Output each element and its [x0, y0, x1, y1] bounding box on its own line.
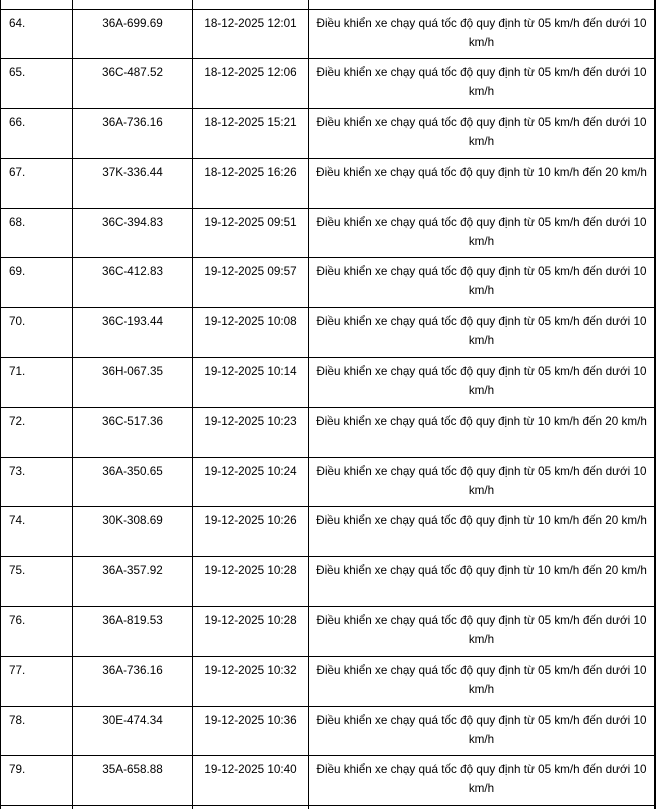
row-number-cell: 65.	[1, 59, 73, 108]
row-number-cell: 71.	[1, 358, 73, 407]
table-row	[1, 657, 654, 707]
violation-datetime-cell: 19-12-2025 10:40	[193, 756, 309, 805]
table-row	[1, 109, 654, 159]
row-number-cell: 70.	[1, 308, 73, 357]
license-plate-cell: 36A-699.69	[73, 10, 193, 59]
table-row	[1, 557, 654, 607]
violation-description-cell: Điều khiển xe chạy quá tốc độ quy định từ 05 km/h đến dưới 10 km/h	[316, 763, 647, 796]
table-row	[1, 258, 654, 308]
license-plate-cell: 36C-394.83	[73, 209, 193, 258]
row-number-cell: 68.	[1, 209, 73, 258]
violation-description-cell: Điều khiển xe chạy quá tốc độ quy định từ 10 km/h đến 20 km/h	[316, 165, 647, 179]
license-plate-cell: 36H-067.35	[73, 358, 193, 407]
violation-description-cell: Điều khiển xe chạy quá tốc độ quy định từ 05 km/h đến dưới 10 km/h	[316, 713, 647, 746]
table-row	[1, 159, 654, 209]
violation-datetime-cell: 19-12-2025 10:28	[193, 607, 309, 656]
license-plate-cell: 36A-357.92	[73, 557, 193, 606]
license-plate-cell: 30E-474.34	[73, 707, 193, 756]
table-row	[1, 408, 654, 458]
row-number-cell	[1, 0, 73, 9]
violation-datetime-cell: 19-12-2025 10:26	[193, 507, 309, 556]
row-number-cell: 79.	[1, 756, 73, 805]
row-number-cell: 74.	[1, 507, 73, 556]
violation-datetime-cell: 19-12-2025 10:28	[193, 557, 309, 606]
row-number-cell: 77.	[1, 657, 73, 706]
violation-datetime-cell: 19-12-2025 09:57	[193, 258, 309, 307]
table-row	[1, 10, 654, 60]
table-row	[1, 308, 654, 358]
table-row	[1, 707, 654, 757]
row-number-cell: 72.	[1, 408, 73, 457]
violation-description-cell: Điều khiển xe chạy quá tốc độ quy định từ 10 km/h đến 20 km/h	[316, 514, 647, 528]
table-row	[1, 607, 654, 657]
violation-datetime-cell: 19-12-2025 10:08	[193, 308, 309, 357]
violation-datetime-cell: 19-12-2025 10:24	[193, 458, 309, 507]
license-plate-cell: 37K-336.44	[73, 159, 193, 208]
violation-description-cell: Điều khiển xe chạy quá tốc độ quy định từ 10 km/h đến 20 km/h	[316, 414, 647, 428]
violation-datetime-cell: 18-12-2025 12:01	[193, 10, 309, 59]
license-plate-cell: 36A-350.65	[73, 458, 193, 507]
row-number-cell: 78.	[1, 707, 73, 756]
table-row	[1, 507, 654, 557]
violation-datetime-cell	[193, 0, 309, 9]
violation-description-cell: Điều khiển xe chạy quá tốc độ quy định từ 05 km/h đến dưới 10 km/h	[316, 66, 647, 99]
license-plate-cell: 30K-308.69	[73, 507, 193, 556]
license-plate-cell: 35A-658.88	[73, 756, 193, 805]
violation-description-cell: Điều khiển xe chạy quá tốc độ quy định từ 05 km/h đến dưới 10 km/h	[316, 265, 647, 298]
violation-datetime-cell: 19-12-2025 10:14	[193, 358, 309, 407]
license-plate-cell: 36C-412.83	[73, 258, 193, 307]
table-row	[1, 59, 654, 109]
license-plate-cell: 36C-517.36	[73, 408, 193, 457]
table-row	[1, 209, 654, 259]
violation-description-cell: Điều khiển xe chạy quá tốc độ quy định từ 05 km/h đến dưới 10 km/h	[316, 365, 647, 398]
table-row-partial-top	[1, 0, 654, 10]
violation-datetime-cell: 18-12-2025 12:06	[193, 59, 309, 108]
license-plate-cell: 36A-736.16	[73, 109, 193, 158]
violation-datetime-cell: 19-12-2025 09:51	[193, 209, 309, 258]
license-plate-cell: 36C-487.52	[73, 59, 193, 108]
violation-description-cell: Điều khiển xe chạy quá tốc độ quy định từ 05 km/h đến dưới 10 km/h	[316, 614, 647, 647]
row-number-cell: 64.	[1, 10, 73, 59]
row-number-cell: 73.	[1, 458, 73, 507]
violation-description-cell: Điều khiển xe chạy quá tốc độ quy định từ 05 km/h đến dưới 10 km/h	[316, 16, 647, 49]
license-plate-cell: 36C-193.44	[73, 308, 193, 357]
row-number-cell: 69.	[1, 258, 73, 307]
violation-description-cell: Điều khiển xe chạy quá tốc độ quy định từ 05 km/h đến dưới 10 km/h	[316, 116, 647, 149]
license-plate-cell: 36A-819.53	[73, 607, 193, 656]
violation-datetime-cell: 18-12-2025 15:21	[193, 109, 309, 158]
table-body	[1, 10, 654, 807]
row-number-cell: 76.	[1, 607, 73, 656]
violation-datetime-cell: 19-12-2025 10:32	[193, 657, 309, 706]
row-number-cell: 66.	[1, 109, 73, 158]
violation-description-cell: Điều khiển xe chạy quá tốc độ quy định từ 05 km/h đến dưới 10 km/h	[316, 663, 647, 696]
violation-datetime-cell: 19-12-2025 10:23	[193, 408, 309, 457]
license-plate-cell: 36A-736.16	[73, 657, 193, 706]
violation-description-cell: Điều khiển xe chạy quá tốc độ quy định từ 05 km/h đến dưới 10 km/h	[316, 464, 647, 497]
violation-description-cell: Điều khiển xe chạy quá tốc độ quy định từ 10 km/h đến 20 km/h	[316, 564, 647, 578]
table-row	[1, 756, 654, 806]
violation-datetime-cell: 19-12-2025 10:36	[193, 707, 309, 756]
violation-description-cell: Điều khiển xe chạy quá tốc độ quy định từ 05 km/h đến dưới 10 km/h	[316, 315, 647, 348]
violation-description-cell: Điều khiển xe chạy quá tốc độ quy định từ 05 km/h đến dưới 10 km/h	[316, 215, 647, 248]
row-number-cell: 67.	[1, 159, 73, 208]
violation-description-cell	[309, 0, 654, 9]
license-plate-cell	[73, 0, 193, 9]
table-row	[1, 458, 654, 508]
row-number-cell: 75.	[1, 557, 73, 606]
table-row	[1, 358, 654, 408]
violation-datetime-cell: 18-12-2025 16:26	[193, 159, 309, 208]
